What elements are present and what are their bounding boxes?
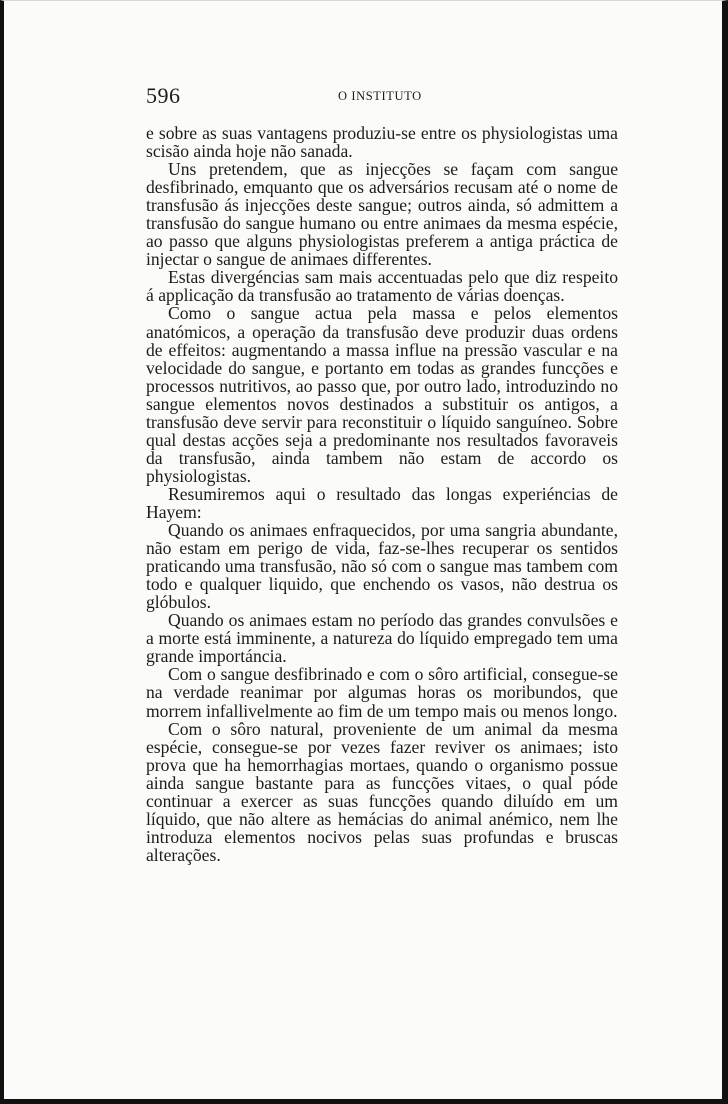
paragraph: Resumiremos aqui o resultado das longas experiéncias de Hayem:	[146, 483, 618, 522]
running-title: O INSTITUTO	[338, 89, 422, 103]
body-text	[146, 124, 618, 864]
paragraph: Como o sangue actua pela massa e pelos elementos anatómicos, a operação da transfusão deve produzir duas ordens de effeitos: augmentando a massa influe na pressão vascular e na velocidade do sangue, e portanto em todas as grandes funcções e processos nutritivos, ao passo que, por outro lado, introduzindo no sangue elementos novos destinados a substituir os antigos, a transfusão deve servir para reconstituir o líquido sanguíneo. Sobre qual destas acções seja a predominante nos resultados favoraveis da transfusão, ainda tambem não estam de accordo os physiologistas.	[146, 303, 618, 486]
paragraph: Estas divergéncias sam mais accentuadas pelo que diz respeito á applicação da transfusão ao tratamento de várias doenças.	[146, 267, 618, 306]
paragraph: Com o sôro natural, proveniente de um animal da mesma espécie, consegue-se por vezes fazer reviver os animaes; isto prova que ha hemorrhagias mortaes, quando o organismo possue ainda sangue bastante para as funcções vitaes, o qual póde continuar a exercer as suas funcções quando diluído em um líquido, que não altere as hemácias do animal anémico, nem lhe introduza elementos nocivos pelas suas profundas e bruscas alterações.	[146, 718, 618, 865]
page-header	[146, 83, 618, 107]
paragraph: Quando os animaes estam no período das grandes convulsões e a morte está imminente, a natureza do líquido empregado tem uma grande importáncia.	[146, 610, 618, 667]
paragraph: Uns pretendem, que as injecções se façam com sangue desfibrinado, emquanto que os adversários recusam até o nome de transfusão ás injecções deste sangue; outros ainda, só admittem a transfusão do sangue humano ou entre animaes da mesma espécie, ao passo que alguns physiologistas preferem a antiga práctica de injectar o sangue de animaes differentes.	[146, 159, 618, 270]
page-number: 596	[146, 83, 181, 108]
paragraph: Quando os animaes enfraquecidos, por uma sangria abundante, não estam em perigo de vida, faz-se-lhes recuperar os sentidos praticando uma transfusão, não só com o sangue mas tambem com todo e qualquer liquido, que enchendo os vasos, não destrua os glóbulos.	[146, 520, 618, 613]
paragraph: Com o sangue desfibrinado e com o sôro artificial, consegue-se na verdade reanimar por algumas horas os moribundos, que morrem infallivelmente ao fim de um tempo mais ou menos longo.	[146, 664, 618, 721]
paragraph: e sobre as suas vantagens produziu-se entre os physiologistas uma scisão ainda hoje não sanada.	[146, 123, 618, 162]
